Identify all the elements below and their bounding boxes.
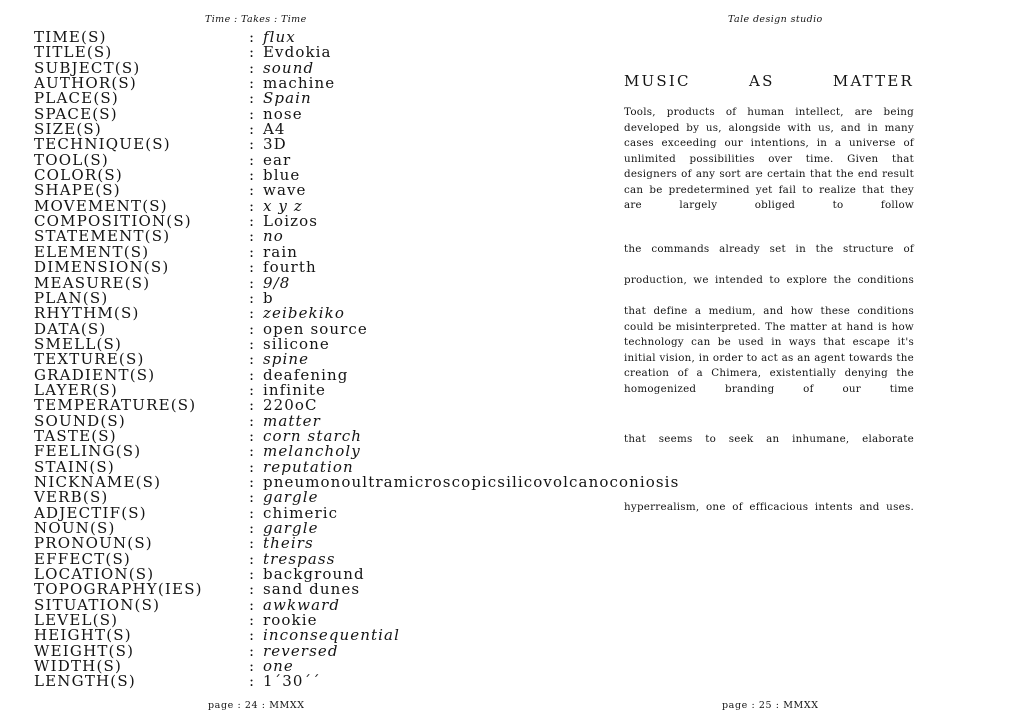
glossary-separator: :	[249, 350, 255, 369]
glossary-separator: :	[249, 365, 255, 384]
glossary-value: background	[263, 565, 365, 584]
glossary-term: GRADIENT(S)	[34, 365, 156, 384]
glossary-term: FEELING(S)	[34, 442, 142, 461]
glossary-value: no	[263, 227, 284, 246]
glossary-separator: :	[249, 334, 255, 353]
essay-paragraph: production, we intended to explore the conditions	[624, 274, 914, 286]
essay-title	[624, 72, 914, 90]
glossary-term: WIDTH(S)	[34, 657, 123, 676]
glossary-separator: :	[249, 181, 255, 200]
glossary-value: theirs	[263, 534, 314, 553]
glossary-value: machine	[263, 74, 336, 93]
glossary-value: matter	[263, 411, 321, 430]
glossary-value: A4	[263, 120, 286, 139]
glossary-term: MOVEMENT(S)	[34, 196, 168, 215]
glossary-value: wave	[263, 181, 307, 200]
glossary-separator: :	[249, 258, 255, 277]
glossary-term: DIMENSION(S)	[34, 258, 170, 277]
glossary-term: WEIGHT(S)	[34, 641, 135, 660]
glossary-separator: :	[249, 242, 255, 261]
glossary-term: TOOL(S)	[34, 150, 109, 169]
glossary-term: TITLE(S)	[34, 43, 113, 62]
glossary-term: TASTE(S)	[34, 426, 117, 445]
glossary-separator: :	[249, 150, 255, 169]
glossary-separator: :	[249, 503, 255, 522]
glossary-separator: :	[249, 43, 255, 62]
glossary-value: Loizos	[263, 212, 319, 231]
glossary-value: ear	[263, 150, 292, 169]
glossary-separator: :	[249, 626, 255, 645]
essay-paragraph: Tools, products of human intellect, are being developed by us, alongside with us, and in many cases exceeding our intentions, in a universe of unlimited possibilities over time. Given that designers of any sort are certain that the end result can be predetermined yet fail to realize that they are largely obliged to follow	[624, 106, 914, 211]
essay-paragraph: hyperrealism, one of efficacious intents and uses.	[624, 501, 914, 513]
glossary-term: COLOR(S)	[34, 166, 123, 185]
glossary-separator: :	[249, 534, 255, 553]
essay-paragraph: the commands already set in the structure of	[624, 243, 914, 255]
right-running-header: Tale design studio	[728, 14, 823, 25]
glossary-term: ELEMENT(S)	[34, 242, 150, 261]
glossary-value: reversed	[263, 641, 339, 660]
glossary-value: nose	[263, 104, 303, 123]
glossary-term: HEIGHT(S)	[34, 626, 132, 645]
glossary-separator: :	[249, 549, 255, 568]
glossary-term: VERB(S)	[34, 488, 109, 507]
glossary-separator: :	[249, 488, 255, 507]
glossary-separator: :	[249, 120, 255, 139]
glossary-value: infinite	[263, 380, 326, 399]
right-page	[512, 0, 1024, 728]
glossary-separator: :	[249, 380, 255, 399]
glossary-value: trespass	[263, 549, 336, 568]
glossary-separator: :	[249, 89, 255, 108]
glossary-value: gargle	[263, 519, 319, 537]
glossary-value: b	[263, 288, 274, 307]
glossary-term: SUBJECT(S)	[34, 58, 141, 77]
glossary-value: corn starch	[263, 426, 363, 445]
glossary-separator: :	[249, 196, 255, 215]
glossary-term: SHAPE(S)	[34, 181, 121, 200]
glossary-value: 220oC	[263, 396, 318, 415]
glossary-separator: :	[249, 457, 255, 476]
glossary-separator: :	[249, 611, 255, 630]
glossary-separator: :	[249, 595, 255, 614]
glossary-term: PLACE(S)	[34, 89, 119, 108]
glossary-value: one	[263, 657, 294, 676]
glossary-term: LEVEL(S)	[34, 611, 119, 630]
glossary-term: STATEMENT(S)	[34, 227, 171, 246]
glossary-value: spine	[263, 350, 310, 369]
glossary-term: NICKNAME(S)	[34, 472, 162, 491]
left-running-header: Time : Takes : Time	[205, 14, 307, 25]
glossary-term: STAIN(S)	[34, 457, 115, 476]
glossary-term: PRONOUN(S)	[34, 534, 153, 553]
glossary-value: flux	[263, 28, 296, 46]
glossary-value: chimeric	[263, 503, 339, 522]
glossary-separator: :	[249, 227, 255, 246]
glossary-term: SIZE(S)	[34, 120, 102, 139]
glossary-value: awkward	[263, 595, 341, 614]
glossary-term: TEMPERATURE(S)	[34, 396, 197, 415]
glossary-value: fourth	[263, 258, 317, 277]
glossary-value: melancholy	[263, 442, 361, 461]
essay-title-word: MATTER	[832, 72, 914, 90]
glossary-value: x y z	[263, 196, 303, 215]
glossary-term: SPACE(S)	[34, 104, 118, 123]
glossary-value: sand dunes	[263, 580, 361, 599]
glossary-separator: :	[249, 580, 255, 599]
glossary-separator: :	[249, 672, 255, 691]
glossary-term: SITUATION(S)	[34, 595, 161, 614]
glossary-separator: :	[249, 304, 255, 323]
glossary-value: blue	[263, 166, 301, 185]
glossary-value: silicone	[263, 334, 330, 353]
glossary-term: LAYER(S)	[34, 380, 118, 399]
glossary-value: 9/8	[263, 273, 291, 292]
glossary-separator: :	[249, 396, 255, 415]
glossary-term: AUTHOR(S)	[34, 74, 137, 93]
essay-title-word: MUSIC	[624, 72, 691, 90]
glossary-value: 3D	[263, 135, 287, 154]
glossary-separator: :	[249, 472, 255, 491]
glossary-term: MEASURE(S)	[34, 273, 151, 292]
glossary-separator: :	[249, 28, 255, 46]
glossary-separator: :	[249, 319, 255, 338]
glossary-separator: :	[249, 565, 255, 584]
glossary-term: NOUN(S)	[34, 519, 116, 537]
glossary-value: deafening	[263, 365, 349, 384]
glossary-term: SMELL(S)	[34, 334, 123, 353]
essay-paragraph: that seems to seek an inhumane, elaborate	[624, 433, 914, 445]
glossary-separator: :	[249, 657, 255, 676]
glossary-term: ADJECTIF(S)	[34, 503, 147, 522]
glossary-separator: :	[249, 166, 255, 185]
glossary-separator: :	[249, 212, 255, 231]
glossary-value: Spain	[263, 89, 312, 108]
glossary-value: gargle	[263, 488, 319, 507]
glossary-term: DATA(S)	[34, 319, 107, 338]
glossary-separator: :	[249, 442, 255, 461]
glossary-separator: :	[249, 288, 255, 307]
glossary-separator: :	[249, 104, 255, 123]
glossary-value: open source	[263, 319, 368, 338]
glossary-term: COMPOSITION(S)	[34, 212, 192, 231]
glossary-value: 1΄30΄΄	[263, 672, 321, 691]
essay-title-word: AS	[749, 72, 775, 90]
glossary-term: EFFECT(S)	[34, 549, 131, 568]
glossary-separator: :	[249, 426, 255, 445]
glossary-term: TOPOGRAPHY(IES)	[34, 580, 203, 599]
glossary-separator: :	[249, 273, 255, 292]
glossary-value: inconsequential	[263, 626, 400, 645]
glossary-separator: :	[249, 411, 255, 430]
glossary-value: reputation	[263, 457, 354, 476]
glossary-term: LOCATION(S)	[34, 565, 155, 584]
glossary-value: pneumonoultramicroscopicsilicovolcanoconiosis	[263, 472, 680, 491]
glossary-term: TEXTURE(S)	[34, 350, 145, 369]
glossary-value: zeibekiko	[263, 304, 345, 323]
glossary-separator: :	[249, 519, 255, 537]
glossary-term: TIME(S)	[34, 28, 107, 46]
glossary-separator: :	[249, 641, 255, 660]
left-page-number: page : 24 : MMXX	[208, 700, 305, 711]
right-page-number: page : 25 : MMXX	[722, 700, 819, 711]
glossary-separator: :	[249, 74, 255, 93]
glossary-value: rookie	[263, 611, 318, 630]
glossary-term: RHYTHM(S)	[34, 304, 140, 323]
glossary-term: LENGTH(S)	[34, 672, 136, 691]
glossary-value: Evdokia	[263, 43, 332, 62]
glossary-separator: :	[249, 58, 255, 77]
glossary-value: rain	[263, 242, 298, 261]
glossary-separator: :	[249, 135, 255, 154]
glossary-value: sound	[263, 58, 315, 77]
glossary-term: TECHNIQUE(S)	[34, 135, 171, 154]
essay-paragraph: that define a medium, and how these conditions could be misinterpreted. The matter at hand is how technology can be used in ways that escape it's initial vision, in order to act as an agent towards the creation of a Chimera, existentially denying the homogenized branding of our time	[624, 305, 914, 395]
glossary-term: PLAN(S)	[34, 288, 109, 307]
glossary-term: SOUND(S)	[34, 411, 126, 430]
